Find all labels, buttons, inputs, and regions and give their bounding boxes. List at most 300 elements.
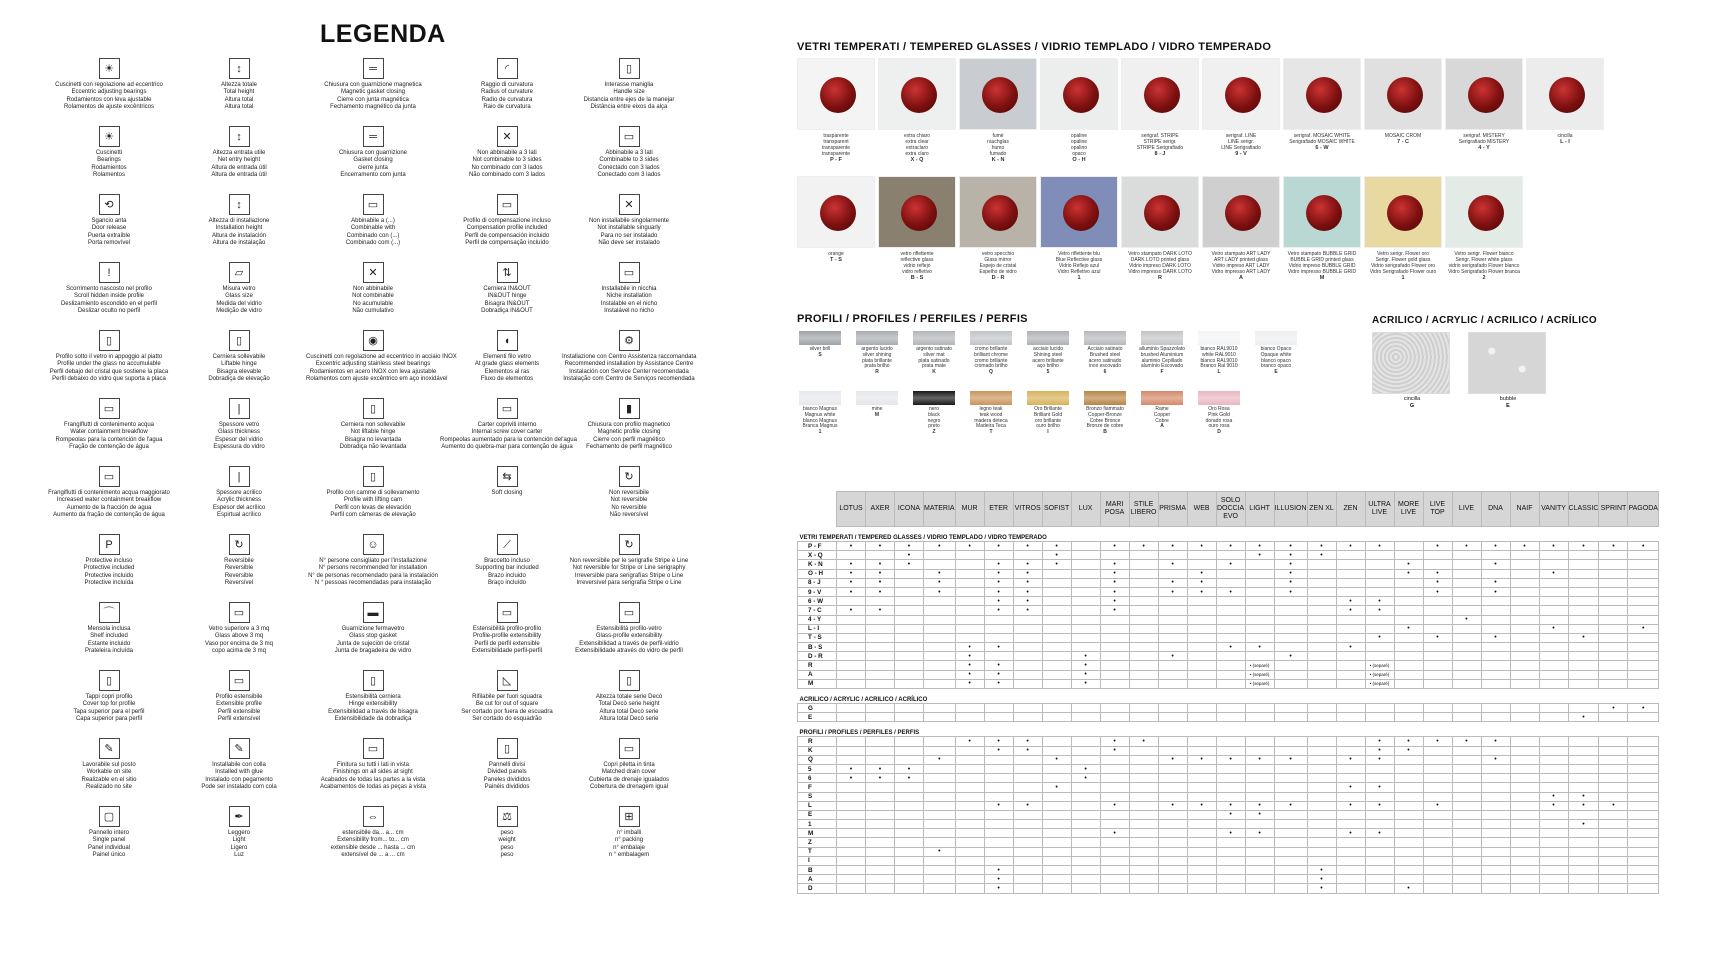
table-cell: [955, 755, 984, 764]
table-cell: [1307, 801, 1336, 810]
glass-caption-line: Espejo de cristal: [979, 263, 1017, 269]
profile-caption-line: Pink Gold: [1208, 411, 1230, 418]
table-cell: [895, 670, 924, 679]
table-cell: [1423, 633, 1452, 642]
table-cell: [1539, 578, 1568, 587]
legend-line: Combinado com (...): [345, 239, 401, 246]
table-cell: [1628, 606, 1658, 615]
legend-line: Guarnizione fermavetro: [341, 626, 405, 632]
table-cell: [1245, 606, 1274, 615]
table-cell: [866, 624, 895, 633]
table-cell: [1129, 615, 1158, 624]
table-cell: [1628, 884, 1658, 893]
legend-line: extensível de ... a ... cm: [341, 851, 405, 858]
column-header: ETER: [984, 492, 1013, 527]
table-cell: [1245, 774, 1274, 783]
table-cell: [1013, 670, 1042, 679]
profile-caption-line: Bronze de cobre: [1086, 423, 1124, 430]
table-cell: [837, 801, 866, 810]
table-cell: [1307, 569, 1336, 578]
glass-caption-line: Vetro stampato ART LADY: [1211, 251, 1271, 257]
table-cell: [955, 587, 984, 596]
compat-dot: •: [997, 747, 1000, 755]
legend-line: Altura de instalação: [212, 239, 266, 246]
table-cell: [1158, 587, 1187, 596]
acrylic-code: G: [1409, 402, 1415, 409]
table-cell: [984, 866, 1013, 875]
legend-line: copo acima de 3 mq: [211, 647, 267, 654]
table-cell: [1423, 652, 1452, 661]
table-cell: [1568, 838, 1599, 847]
table-cell: [1071, 792, 1100, 801]
compat-dot: •: [878, 570, 882, 578]
table-cell: [924, 679, 956, 688]
table-cell: [1365, 597, 1394, 606]
table-cell: [1452, 624, 1481, 633]
compatibility-table: [797, 491, 1659, 894]
table-cell: [924, 560, 956, 569]
legend-line: Altura de instalación: [211, 232, 267, 239]
table-cell: [1481, 829, 1510, 838]
legend-item: [562, 670, 696, 723]
profile-caption-line: bianco RAL9010: [1200, 346, 1238, 352]
table-cell: [1365, 633, 1394, 642]
profiles-section-title: PROFILI / PROFILES / PERFILES / PERFIS: [797, 313, 1028, 325]
compat-dot: •: [1258, 643, 1261, 651]
table-cell: [1423, 615, 1452, 624]
legend-line: Divided panels: [487, 769, 527, 776]
acrylic-caption: [1372, 396, 1452, 409]
profile-caption-line: mine: [871, 406, 883, 412]
table-cell: [984, 578, 1013, 587]
table-cell: [1481, 884, 1510, 893]
table-cell: [1510, 670, 1539, 679]
table-cell: [1158, 606, 1187, 615]
table-cell: [1158, 774, 1187, 783]
table-cell: [1274, 783, 1307, 792]
table-row: [798, 704, 1659, 713]
glass-code: 7 - C: [1397, 139, 1409, 145]
row-label: R: [798, 661, 837, 670]
table-cell: [1394, 542, 1423, 551]
glass-sample-image: [1283, 58, 1361, 130]
adjust-wheels-icon: ☀: [99, 58, 120, 79]
table-cell: [1568, 578, 1599, 587]
column-header: ULTRA LIVE: [1365, 492, 1394, 527]
legend-item: [306, 670, 440, 723]
legend-item-text: [306, 150, 440, 179]
profile-caption-line: Magnus white: [804, 411, 836, 418]
profile-caption-line: prata brilho: [864, 363, 890, 370]
table-cell: [1423, 679, 1452, 688]
table-cell: [1071, 704, 1100, 713]
table-cell: [1158, 856, 1187, 865]
glass-code: 6 - W: [1315, 145, 1329, 151]
table-cell: [984, 774, 1013, 783]
table-cell: [1187, 624, 1216, 633]
table-cell: [1628, 587, 1658, 596]
table-cell: [1274, 737, 1307, 746]
compat-dot: •: [1320, 875, 1323, 883]
profile-caption-line: inox escovado: [1089, 363, 1121, 370]
table-cell: [1071, 774, 1100, 783]
glass-caption-line: opaco: [1072, 151, 1086, 157]
glass-caption-line: Vidro impresso DARK LOTO: [1128, 269, 1192, 275]
glass-caption-line: transparente: [821, 145, 851, 151]
legend-line: Perfil de compensación incluido: [464, 232, 550, 239]
legend-line: Conectado con 3 lados: [598, 164, 660, 171]
legend-line: Espesor del acrílico: [212, 504, 266, 511]
table-cell: [1307, 746, 1336, 755]
profile-caption-line: Oro Brillante: [1034, 406, 1062, 412]
row-label: L - I: [798, 624, 837, 633]
apple-image: [1387, 195, 1423, 231]
table-cell: [1216, 856, 1245, 865]
compat-dot: •: [1142, 542, 1145, 550]
table-cell: [955, 829, 984, 838]
compat-dot: •: [1289, 551, 1292, 559]
glass-caption-line: Vetro serigr. Flower oro: [1377, 251, 1429, 257]
apple-image: [1468, 195, 1504, 231]
table-cell: [924, 578, 956, 587]
compat-dot: •: [1289, 756, 1292, 764]
table-cell: [1216, 643, 1245, 652]
table-cell: [1394, 643, 1423, 652]
table-cell: [895, 633, 924, 642]
profile-caption-line: Brushed steel: [1089, 351, 1121, 358]
table-cell: [1628, 792, 1658, 801]
compat-dot: •: [1229, 756, 1232, 764]
compat-dot: •: [1349, 802, 1352, 810]
row-label: 1: [798, 820, 837, 829]
profile-caption: [1082, 347, 1128, 376]
legend-line: peso: [500, 844, 514, 851]
legend-line: Combinable to 3 sides: [599, 157, 659, 164]
table-cell: [924, 704, 956, 713]
table-cell: [924, 633, 956, 642]
table-cell: [1042, 704, 1071, 713]
table-row: [798, 801, 1659, 810]
compat-dot: •: [849, 542, 853, 550]
table-cell: [1481, 704, 1510, 713]
compat-dot: •: [997, 570, 1000, 578]
column-header: VANITY: [1539, 492, 1568, 527]
table-cell: [1013, 606, 1042, 615]
table-cell: [1539, 783, 1568, 792]
table-cell: [1307, 652, 1336, 661]
legend-line: Fração de contenção de água: [69, 443, 149, 450]
table-cell: [1481, 643, 1510, 652]
table-cell: [1599, 606, 1628, 615]
gasket-closing-icon: ═: [363, 126, 384, 147]
table-cell: [1013, 560, 1042, 569]
legend-line: Brazo incluido: [488, 572, 526, 579]
table-cell: [1158, 875, 1187, 884]
table-cell: [1187, 856, 1216, 865]
table-cell: [1274, 801, 1307, 810]
compat-sep-note: • (separé): [1249, 662, 1270, 668]
compat-dot: •: [1229, 829, 1232, 837]
table-cell: [1274, 856, 1307, 865]
table-cell: [1100, 774, 1129, 783]
table-cell: [1394, 755, 1423, 764]
compat-dot: •: [907, 551, 911, 559]
legend-line: Reversible: [224, 572, 254, 579]
table-cell: [1013, 679, 1042, 688]
table-cell: [1129, 875, 1158, 884]
glass-caption-line: serigraf. MOSAIC WHITE: [1293, 133, 1351, 139]
table-row: [798, 774, 1659, 783]
glass-caption-line: Vetro riflettente blu: [1058, 251, 1100, 257]
glass-caption: [1121, 133, 1199, 157]
legend-item-text: [172, 762, 306, 791]
table-cell: [1129, 670, 1158, 679]
table-cell: [1365, 866, 1394, 875]
table-cell: [1129, 578, 1158, 587]
table-cell: [1365, 764, 1394, 773]
table-cell: [1539, 569, 1568, 578]
legend-line: Instalado con pegamento: [205, 776, 273, 783]
table-cell: [1628, 569, 1658, 578]
table-cell: [1071, 615, 1100, 624]
table-cell: [1216, 820, 1245, 829]
row-label: M: [798, 679, 837, 688]
glass-caption-line: orange: [828, 251, 844, 257]
profile-caption-line: white RAL9010: [1202, 351, 1236, 358]
table-cell: [1071, 597, 1100, 606]
table-cell: [1568, 542, 1599, 551]
legend-line: Não reversível: [609, 511, 649, 518]
table-cell: [895, 569, 924, 578]
glass-caption: [959, 251, 1037, 281]
legend-item: [172, 602, 306, 655]
table-cell: [895, 661, 924, 670]
table-cell: [1216, 764, 1245, 773]
table-cell: [1245, 801, 1274, 810]
table-cell: [1510, 810, 1539, 819]
table-cell: [1158, 755, 1187, 764]
legend-item-text: [562, 82, 696, 111]
table-cell: [955, 670, 984, 679]
profile-caption-line: cromo brillante: [974, 357, 1008, 364]
compat-dot: •: [1200, 756, 1203, 764]
table-cell: [1336, 866, 1365, 875]
compat-dot: •: [1229, 560, 1232, 568]
table-cell: [1129, 737, 1158, 746]
compat-dot: •: [1582, 634, 1585, 642]
table-cell: [984, 643, 1013, 652]
table-cell: [1599, 764, 1628, 773]
compat-dot: •: [907, 765, 911, 773]
profile-caption-line: preto: [928, 423, 940, 430]
table-cell: [1452, 606, 1481, 615]
legend-line: Rompeolas para la contención de l'agua: [55, 436, 163, 443]
glass-caption-line: Vidrio impreso ART LADY: [1212, 263, 1270, 269]
table-cell: [1394, 810, 1423, 819]
table-cell: [1510, 829, 1539, 838]
legend-item-text: [562, 762, 696, 791]
table-cell: [1336, 606, 1365, 615]
table-cell: [1100, 792, 1129, 801]
profile-code: 6: [1103, 369, 1107, 376]
compat-dot: •: [1436, 542, 1439, 550]
table-cell: [955, 764, 984, 773]
table-cell: [1539, 856, 1568, 865]
table-cell: [1481, 792, 1510, 801]
table-row: [798, 783, 1659, 792]
legend-item: [440, 398, 577, 451]
column-header: MATERIA: [924, 492, 956, 527]
table-cell: [1307, 737, 1336, 746]
legend-item: [440, 126, 574, 179]
apple-image: [1063, 195, 1099, 231]
legend-item: [42, 126, 176, 179]
table-cell: [1568, 764, 1599, 773]
legend-line: Not installable singuarly: [597, 225, 661, 232]
legend-line: Installabile in nicchia: [601, 286, 657, 292]
column-header: MUR: [955, 492, 984, 527]
table-group-row: [798, 689, 1659, 704]
flush-glass-icon: ◖: [497, 330, 518, 351]
table-cell: [1452, 713, 1481, 722]
screw-cover-icon: ▭: [497, 398, 518, 419]
table-cell: [1394, 587, 1423, 596]
compat-dot: •: [1258, 756, 1261, 764]
legend-item-text: [306, 762, 440, 791]
table-cell: [1307, 755, 1336, 764]
table-cell: [1423, 774, 1452, 783]
legend-item: [42, 602, 176, 655]
glue-installed-icon: ✎: [229, 738, 250, 759]
glass-code: B - S: [910, 275, 924, 281]
table-cell: [1394, 764, 1423, 773]
legend-line: Increased water containment breakflow: [56, 497, 162, 504]
glass-code: D - R: [991, 275, 1005, 281]
compat-dot: •: [1084, 680, 1087, 688]
legend-line: Single panel: [92, 837, 126, 844]
table-cell: [1013, 792, 1042, 801]
table-cell: [1452, 661, 1481, 670]
table-cell: [1071, 783, 1100, 792]
table-cell: [1423, 838, 1452, 847]
legend-line: Scroll hidden inside profile: [73, 293, 145, 300]
compat-dot: •: [849, 570, 853, 578]
table-cell: [1336, 661, 1365, 670]
table-cell: [895, 713, 924, 722]
compat-dot: •: [968, 643, 971, 651]
legend-item: [306, 534, 440, 587]
legend-item-text: [440, 490, 574, 497]
table-cell: [866, 746, 895, 755]
table-cell: [1423, 643, 1452, 652]
glass-caption-line: Serigrafiado MOSAIC WHITE: [1289, 139, 1355, 145]
table-cell: [1071, 746, 1100, 755]
legend-item: [306, 398, 440, 451]
legend-line: Extensibilidade através do vidro de perfil: [575, 647, 683, 654]
compat-dot: •: [1582, 793, 1585, 801]
table-cell: [1274, 746, 1307, 755]
legend-item-text: [42, 830, 176, 859]
table-cell: [837, 755, 866, 764]
legend-item: [440, 330, 574, 383]
table-cell: [1452, 866, 1481, 875]
compat-dot: •: [1407, 884, 1410, 892]
table-cell: [1307, 838, 1336, 847]
table-cell: [924, 801, 956, 810]
table-cell: [1100, 679, 1129, 688]
profile-caption-line: cromo brillante: [974, 346, 1008, 352]
table-cell: [1158, 643, 1187, 652]
table-row: [798, 755, 1659, 764]
table-cell: [1568, 569, 1599, 578]
legend-item-text: [562, 490, 696, 519]
table-cell: [1628, 866, 1658, 875]
legend-line: Acabamentos de todas as peças à vista: [319, 783, 427, 790]
compat-dot: •: [997, 680, 1000, 688]
row-label: O - H: [798, 569, 837, 578]
apple-image: [982, 77, 1018, 113]
table-cell: [1628, 847, 1658, 856]
table-cell: [1245, 704, 1274, 713]
legend-line: Cubierta de drenaje igualados: [588, 776, 670, 783]
table-cell: [1013, 774, 1042, 783]
compat-dot: •: [938, 542, 941, 550]
legend-item: [172, 194, 306, 247]
compat-dot: •: [1320, 551, 1323, 559]
table-cell: [924, 624, 956, 633]
finished-all-sides-icon: ▭: [363, 738, 384, 759]
table-cell: [1245, 764, 1274, 773]
table-cell: [866, 774, 895, 783]
legend-line: Raio de curvatura: [483, 103, 531, 110]
table-cell: [1071, 713, 1100, 722]
table-cell: [955, 838, 984, 847]
table-cell: [1568, 587, 1599, 596]
legend-line: Realizable en el sitio: [81, 776, 137, 783]
table-cell: [1071, 755, 1100, 764]
legend-line: Junta de sujeción de cristal: [336, 640, 410, 647]
table-cell: [1423, 875, 1452, 884]
profile-code: S: [818, 351, 822, 358]
table-cell: [1481, 542, 1510, 551]
table-cell: [1510, 774, 1539, 783]
legend-line: Total Decò serie height: [598, 701, 660, 708]
legend-line: n° embalaje: [613, 844, 645, 851]
table-cell: [1628, 542, 1658, 551]
row-label: T: [798, 847, 837, 856]
table-cell: [1042, 615, 1071, 624]
legend-line: Junta de bragadeira de vidro: [334, 647, 412, 654]
table-cell: [1365, 652, 1394, 661]
profile-caption: [797, 407, 843, 436]
compat-dot: •: [878, 560, 882, 568]
column-header: SOFIST: [1042, 492, 1071, 527]
compat-dot: •: [1407, 570, 1410, 578]
legend-line: Profilo sotto il vetro in appoggio al piatto: [55, 354, 163, 360]
glass-caption-line: BUBBLE GRID printed glass: [1290, 257, 1354, 263]
compat-dot: •: [1612, 704, 1615, 712]
table-cell: [1394, 792, 1423, 801]
table-cell: [1452, 783, 1481, 792]
table-cell: [1158, 652, 1187, 661]
compat-dot: •: [968, 680, 971, 688]
not-combinable-3-sides-icon: ✕: [497, 126, 518, 147]
compat-dot: •: [1229, 588, 1232, 596]
table-cell: [1599, 560, 1628, 569]
table-cell: [1042, 820, 1071, 829]
legend-line: Capa superior para perfil: [75, 715, 143, 722]
table-cell: [866, 615, 895, 624]
